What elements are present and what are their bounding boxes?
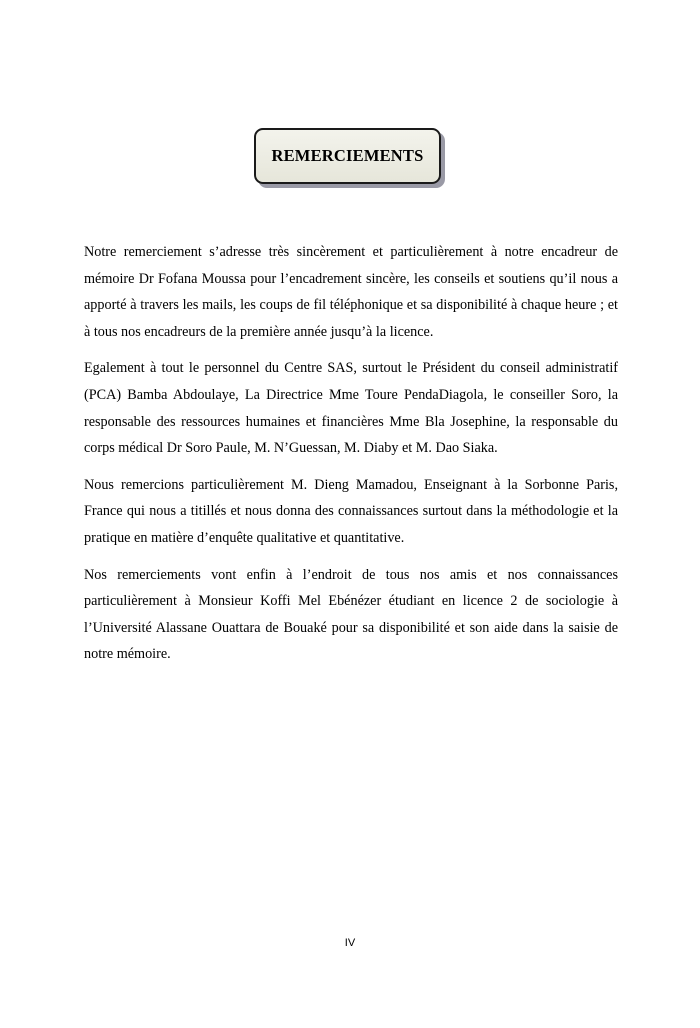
title-box (254, 128, 441, 184)
page-number: IV (344, 937, 356, 949)
page-title: REMERCIEMENTS (271, 146, 424, 165)
paragraph: Notre remerciement s’adresse très sincèrement et particulièrement à notre encadreur de mémoire Dr Fofana Moussa pour l’encadrement sincère, les conseils et soutiens qu’il nous a apporté à travers les mails, les coups de fil téléphonique et sa disponibilité à chaque heure ; et à tous nos encadreurs de la première année jusqu’à la licence. (84, 244, 618, 340)
paragraph: Egalement à tout le personnel du Centre SAS, surtout le Président du conseil administratif (PCA) Bamba Abdoulaye, La Directrice Mme Toure PendaDiagola, le conseiller Soro, la responsable des ressources humaines et financières Mme Bla Josephine, la responsable du corps médical Dr Soro Paule, M. N’Guessan, M. Diaby et M. Dao Siaka. (84, 360, 618, 457)
paragraph: Nous remercions particulièrement M. Dieng Mamadou, Enseignant à la Sorbonne Paris, France qui nous a titillés et nous donna des connaissances surtout dans la méthodologie et la pratique en matière d’enquête qualitative et quantitative. (84, 476, 618, 546)
acknowledgements-body (84, 239, 618, 678)
paragraph: Nos remerciements vont enfin à l’endroit de tous nos amis et nos connaissances particulièrement à Monsieur Koffi Mel Ebénézer étudiant en licence 2 de sociologie à l’Université Alassane Ouattara de Bouaké pour sa disponibilité et son aide dans la saisie de notre mémoire. (84, 566, 618, 663)
